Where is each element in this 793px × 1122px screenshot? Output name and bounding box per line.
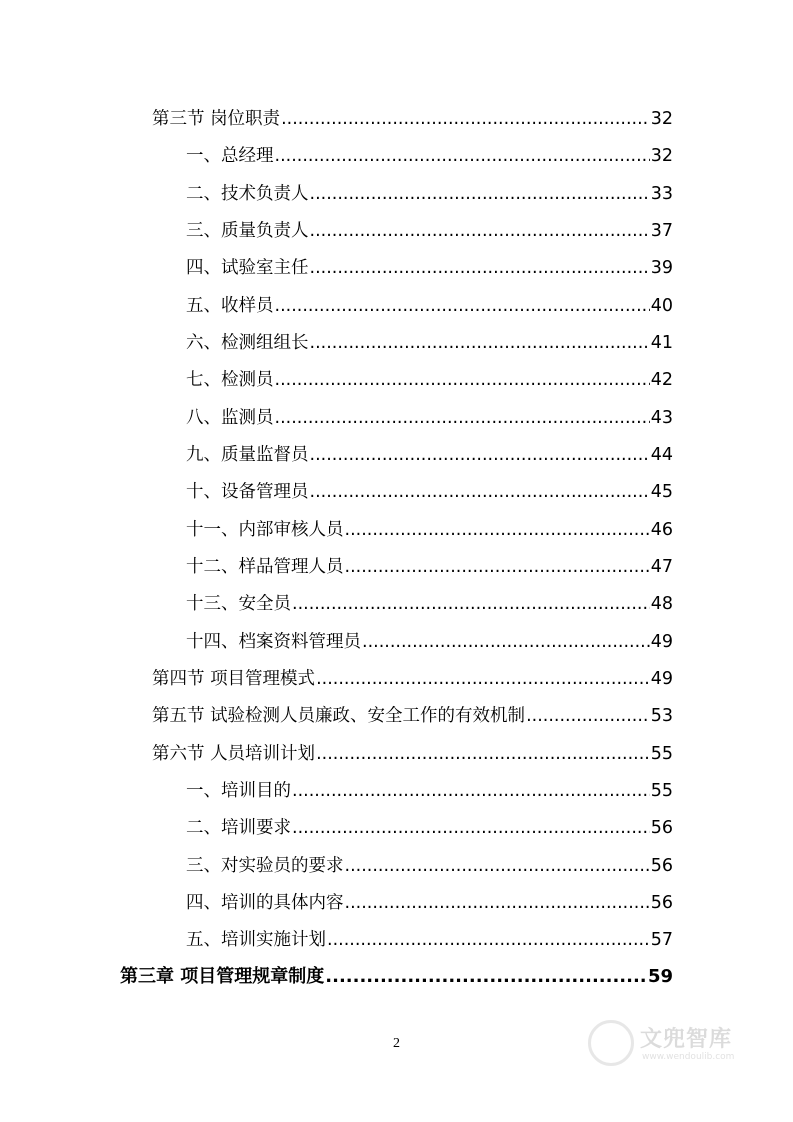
toc-entry[interactable] xyxy=(186,481,673,503)
toc-entry[interactable] xyxy=(186,295,673,317)
toc-entry-label: 一、培训目的 xyxy=(186,781,291,801)
watermark xyxy=(588,1018,748,1074)
toc-leader-dots xyxy=(325,966,647,988)
toc-entry-page: 44 xyxy=(650,445,673,465)
toc-entry[interactable] xyxy=(186,145,673,167)
toc-entry[interactable] xyxy=(186,519,673,541)
toc-entry-page: 56 xyxy=(650,818,673,838)
toc-entry-label: 第四节 项目管理模式 xyxy=(152,669,316,689)
toc-entry-page: 45 xyxy=(650,482,673,502)
toc-entry-page: 41 xyxy=(650,333,673,353)
toc-entry-page: 56 xyxy=(650,893,673,913)
toc-entry-page: 37 xyxy=(650,221,673,241)
toc-entry-page: 48 xyxy=(650,594,673,614)
toc-entry-label: 三、质量负责人 xyxy=(186,221,309,241)
toc-entry[interactable] xyxy=(152,108,673,130)
toc-leader-dots xyxy=(310,220,650,242)
toc-entry-page: 53 xyxy=(650,706,673,726)
toc-entry-page: 49 xyxy=(650,669,673,689)
toc-entry-label: 三、对实验员的要求 xyxy=(186,856,344,876)
toc-entry[interactable] xyxy=(186,631,673,653)
toc-entry-page: 33 xyxy=(650,184,673,204)
toc-entry-label: 第六节 人员培训计划 xyxy=(152,744,316,764)
toc-entry[interactable] xyxy=(186,369,673,391)
toc-leader-dots xyxy=(281,108,650,130)
toc-entry-label: 八、监测员 xyxy=(186,408,274,428)
toc-entry-label: 第三章 项目管理规章制度 xyxy=(120,966,325,987)
toc-leader-dots xyxy=(327,929,650,951)
toc-entry[interactable] xyxy=(186,407,673,429)
watermark-text: 文兜智库 xyxy=(640,1027,733,1052)
toc-entry-label: 十一、内部审核人员 xyxy=(186,520,344,540)
toc-entry-page: 43 xyxy=(650,408,673,428)
toc-entry-label: 六、检测组组长 xyxy=(186,333,309,353)
toc-entry-label: 四、培训的具体内容 xyxy=(186,893,344,913)
toc-entry-page: 56 xyxy=(650,856,673,876)
toc-leader-dots xyxy=(316,743,650,765)
toc-entry[interactable] xyxy=(186,817,673,839)
toc-entry[interactable] xyxy=(186,929,673,951)
toc-entry-label: 四、试验室主任 xyxy=(186,258,309,278)
toc-entry-page: 49 xyxy=(650,632,673,652)
toc-leader-dots xyxy=(310,444,650,466)
toc-entry-label: 第三节 岗位职责 xyxy=(152,109,281,129)
toc-leader-dots xyxy=(310,481,650,503)
watermark-logo-icon xyxy=(588,1020,634,1066)
toc-entry-page: 32 xyxy=(650,146,673,166)
toc-entry-label: 十三、安全员 xyxy=(186,594,291,614)
toc-leader-dots xyxy=(345,519,650,541)
toc-leader-dots xyxy=(275,407,650,429)
toc-leader-dots xyxy=(526,705,650,727)
toc-entry-page: 59 xyxy=(647,966,673,987)
toc-entry-page: 47 xyxy=(650,557,673,577)
toc-leader-dots xyxy=(310,183,650,205)
toc-leader-dots xyxy=(292,817,650,839)
toc-entry[interactable] xyxy=(152,743,673,765)
toc-leader-dots xyxy=(345,855,650,877)
toc-entry-page: 55 xyxy=(650,781,673,801)
toc-entry-label: 二、培训要求 xyxy=(186,818,291,838)
toc-leader-dots xyxy=(310,257,650,279)
toc-entry[interactable] xyxy=(186,220,673,242)
toc-entry[interactable] xyxy=(152,705,673,727)
toc-leader-dots xyxy=(310,332,650,354)
toc-entry-label: 五、培训实施计划 xyxy=(186,930,326,950)
toc-entry[interactable] xyxy=(186,332,673,354)
toc-leader-dots xyxy=(292,780,650,802)
toc-entry[interactable] xyxy=(186,183,673,205)
toc-entry[interactable] xyxy=(152,668,673,690)
toc-entry-page: 57 xyxy=(650,930,673,950)
toc-entry-page: 42 xyxy=(650,370,673,390)
toc-entry-label: 五、收样员 xyxy=(186,296,274,316)
toc-leader-dots xyxy=(275,145,650,167)
toc-entry[interactable] xyxy=(186,780,673,802)
page-number: 2 xyxy=(393,1036,400,1051)
toc-entry-label: 十四、档案资料管理员 xyxy=(186,632,361,652)
toc-leader-dots xyxy=(345,892,650,914)
toc-entry-page: 32 xyxy=(650,109,673,129)
toc-leader-dots xyxy=(345,556,650,578)
toc-entry-label: 第五节 试验检测人员廉政、安全工作的有效机制 xyxy=(152,706,526,726)
toc-leader-dots xyxy=(275,295,650,317)
toc-entry[interactable] xyxy=(186,855,673,877)
toc-leader-dots xyxy=(275,369,650,391)
watermark-url: www.wendoulib.com xyxy=(642,1052,735,1062)
toc-entry-label: 九、质量监督员 xyxy=(186,445,309,465)
toc-entry-page: 40 xyxy=(650,296,673,316)
toc-entry-label: 十二、样品管理人员 xyxy=(186,557,344,577)
toc-entry[interactable] xyxy=(186,444,673,466)
toc-entry-page: 55 xyxy=(650,744,673,764)
toc-entry[interactable] xyxy=(186,556,673,578)
toc-entry-label: 十、设备管理员 xyxy=(186,482,309,502)
toc-entry-label: 二、技术负责人 xyxy=(186,184,309,204)
toc-leader-dots xyxy=(292,593,650,615)
toc-entry-page: 46 xyxy=(650,520,673,540)
toc-entry-label: 七、检测员 xyxy=(186,370,274,390)
toc-entry[interactable] xyxy=(186,892,673,914)
toc-leader-dots xyxy=(362,631,650,653)
toc-entry[interactable] xyxy=(186,593,673,615)
toc-entry[interactable] xyxy=(186,257,673,279)
toc-entry-chapter[interactable] xyxy=(120,966,673,988)
toc-entry-label: 一、总经理 xyxy=(186,146,274,166)
toc-leader-dots xyxy=(316,668,650,690)
toc-entry-page: 39 xyxy=(650,258,673,278)
